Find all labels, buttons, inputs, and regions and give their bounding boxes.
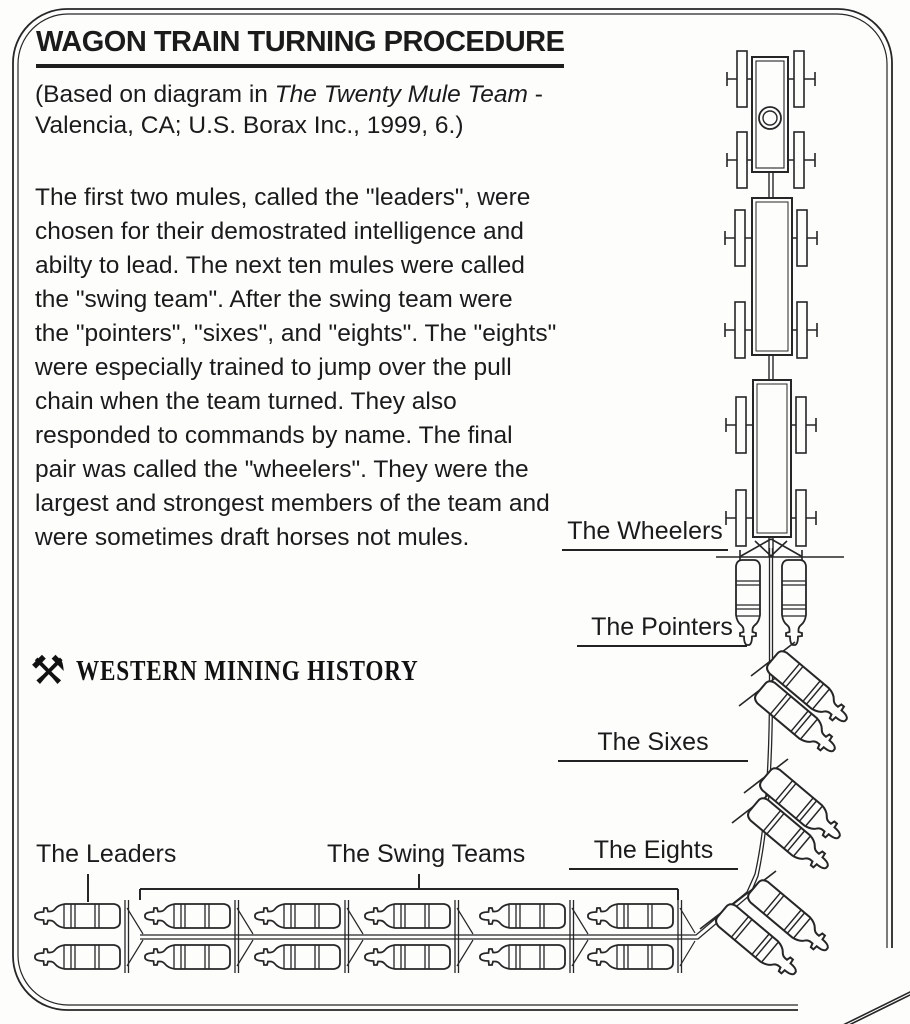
page-title: WAGON TRAIN TURNING PROCEDURE <box>36 26 564 68</box>
paragraph-line: largest and strongest members of the team and <box>35 490 550 517</box>
ore-wagon-1 <box>725 198 817 380</box>
logo-text: WESTERN MINING HISTORY <box>75 654 419 687</box>
label-the-sixes: The Sixes <box>558 728 748 762</box>
paragraph-line: responded to commands by name. The final <box>35 422 513 449</box>
attribution-line-2: Valencia, CA; U.S. Borax Inc., 1999, 6.) <box>35 112 464 139</box>
pick-and-shovel-icon: ⚒ <box>30 648 66 694</box>
paragraph-line: pair was called the "wheelers". They were the <box>35 456 529 483</box>
paragraph-line: were especially trained to jump over the pull <box>35 354 512 381</box>
attribution-source-title: The Twenty Mule Team <box>274 81 528 108</box>
label-the-wheelers: The Wheelers <box>562 517 728 551</box>
attribution <box>35 79 543 141</box>
paragraph-line: were sometimes draft horses not mules. <box>35 524 470 551</box>
label-the-eights: The Eights <box>569 836 738 870</box>
paragraph-line: the "swing team". After the swing team were <box>35 286 513 313</box>
water-wagon <box>727 51 815 198</box>
leaders-pair <box>35 900 143 973</box>
sixes-pair <box>732 759 848 877</box>
swing-team-pairs <box>145 900 695 973</box>
body-paragraph <box>35 181 556 555</box>
swing-teams-bracket <box>140 874 678 900</box>
paragraph-line: The first two mules, called the "leaders", were <box>35 184 531 211</box>
label-the-pointers: The Pointers <box>577 613 747 647</box>
attribution-line-1: (Based on diagram in The Twenty Mule Team - <box>35 81 543 108</box>
western-mining-history-logo <box>30 648 504 694</box>
label-the-swing-teams: The Swing Teams <box>327 840 526 868</box>
pointers-pair <box>739 642 855 760</box>
paragraph-line: chosen for their demostrated intelligence and <box>35 218 524 245</box>
paragraph-line: abilty to lead. The next ten mules were called <box>35 252 525 279</box>
ore-wagon-2 <box>726 380 816 557</box>
label-the-leaders: The Leaders <box>36 840 177 868</box>
paragraph-line: chain when the team turned. They also <box>35 388 457 415</box>
paragraph-line: the "pointers", "sixes", and "eights". The "eights" <box>35 320 557 347</box>
